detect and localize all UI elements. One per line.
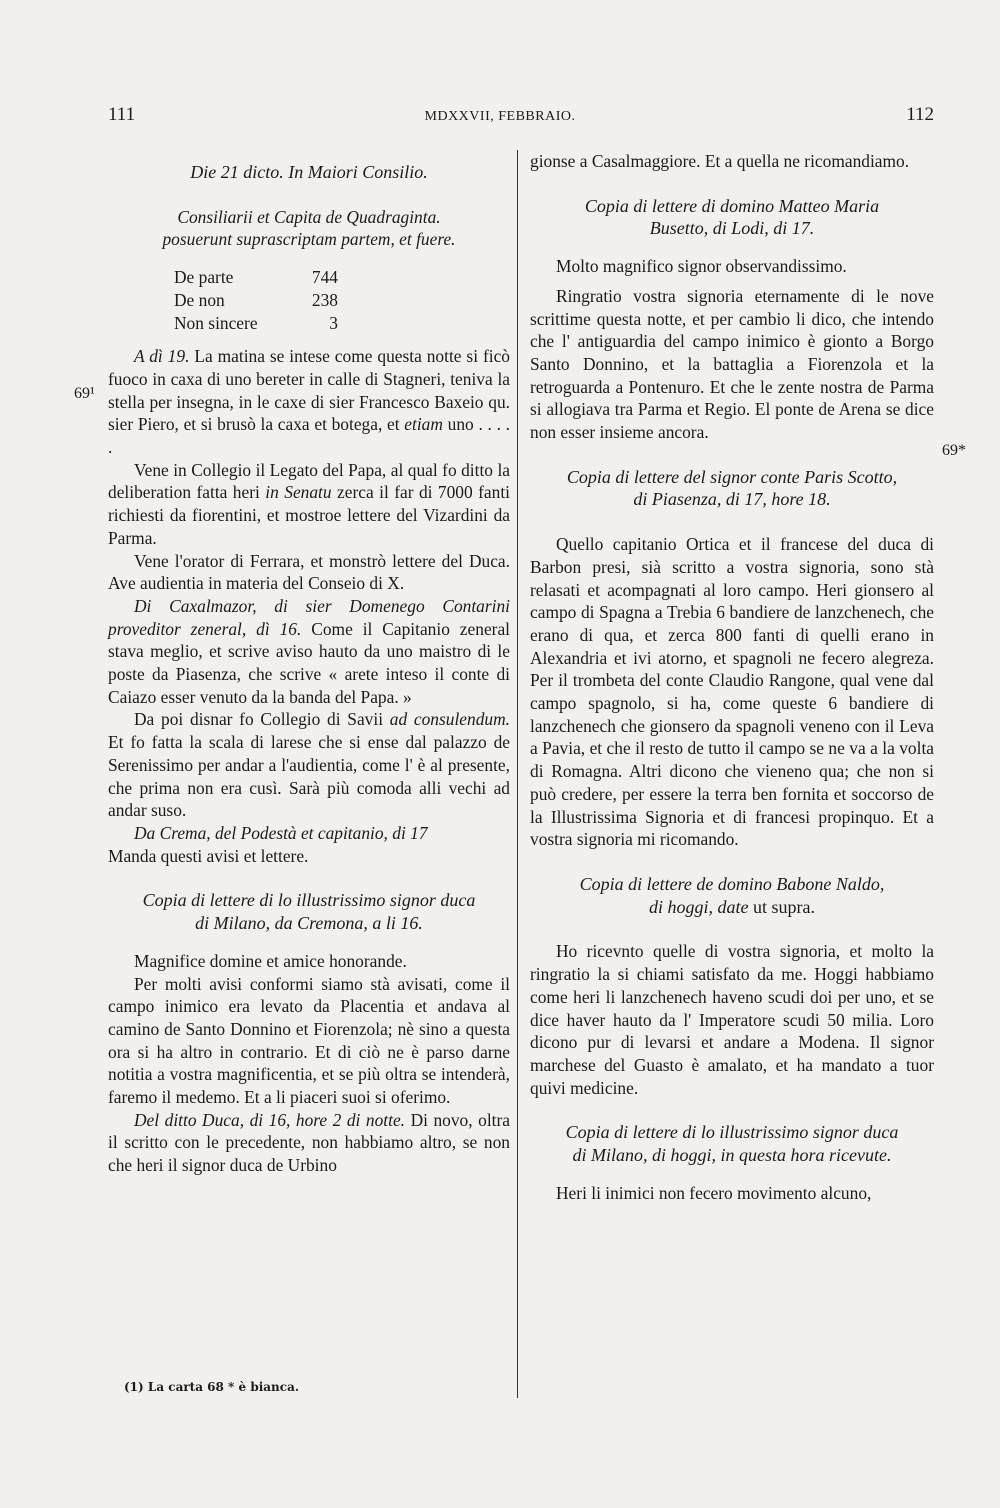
- vote-count: 3: [329, 312, 338, 333]
- heading-line: Copia di lettere di lo illustrissimo signor duca: [142, 890, 476, 911]
- paragraph-duca: [108, 1109, 510, 1177]
- vote-row: [108, 266, 510, 289]
- salutation: Magnifice domine et amice honorande.: [134, 950, 407, 971]
- paragraph-crema: [108, 822, 510, 867]
- heading-line: di Milano, di hoggi, in questa hora ricevute.: [572, 1145, 892, 1166]
- heading-line: ut supra.: [753, 896, 815, 917]
- entry-date: A dì 19.: [134, 346, 190, 367]
- entry-text: etiam: [404, 414, 443, 435]
- letter-heading: Da Crema, del Podestà et capitanio, di 17: [134, 822, 428, 843]
- entry-text: uno . . . . .: [108, 414, 510, 458]
- heading-line: di Milano, da Cremona, a li 16.: [195, 913, 423, 934]
- session-heading: Die 21 dicto. In Maiori Consilio.: [190, 162, 428, 182]
- margin-note-left: 69¹: [74, 385, 95, 402]
- heading-line: di hoggi, date: [649, 896, 749, 917]
- entry-text: Come il Capitanio zeneral stava meglio, et scrive aviso hauto da uno maistro di le poste da Piasenza, che scrive « arete inteso il conte di Caiazo esser venuto da la banda del Papa. »: [108, 618, 511, 707]
- entry-text: Da poi disnar fo Collegio di Savii: [134, 709, 384, 730]
- paragraph-continuation: gionse a Casalmaggiore. Et a quella ne ricomandiamo.: [530, 151, 910, 171]
- entry-text: Et fo fatta la scala di larese che si ense dal palazzo de Serenissimo per andar a l'audientia, come l' è al presente, che prima non era cusì. Sarà più comoda alli vechi ad andar suso.: [108, 732, 510, 821]
- letter-heading: Del ditto Duca, di 16, hore 2 di notte.: [134, 1109, 406, 1130]
- paragraph-legate: [108, 459, 510, 550]
- paragraph-letter-3: Quello capitanio Ortica et il francese del duca di Barbon presi, sià scritto a vostra signoria, sono stà relasati et acompagnati al loro campo. Heri gionsero al campo di Spagna a Trebia 6 bandiere de lanzchenech, che erano di qua, et zerca 800 fanti di quelli erano in Alexandria et ivi atorno, et spagnoli ne fecero alegreza. Per il trombeta del conte Claudio Rangone, qual vene dal campo spagnolo, si ha, come queste 6 bandiere di lanzchenech che gionsero da spagnoli veneno con il Leva a Pavia, et che il resto de tutto il campo se ne va a la volta di Romagna. Altri dicono che vieneno qua; che non si può credere, per essere la terra ben fornita et soccorso de la Illustrissima Signoria et di francesi propinquo. Et a vostra signoria mi ricomando.: [530, 534, 934, 850]
- paragraph-letter-2: Ringratio vostra signoria eternamente di le nove scrittime questa notte, et per cambio li dico, che intendo che l' antiguardia del campo inimico è gionto a Borgo Santo Donnino, et la battaglia a Fiorenzola et la retroguarda a Pontenuro. Et che le zente nostra de Parma si allogiava tra Parma et Regio. El ponte de Arena se dice non esser insieme ancora.: [530, 285, 934, 443]
- heading-line: Copia di lettere di domino Matteo Maria: [584, 195, 880, 216]
- entry-text: Di novo, oltra il scritto con le precedente, non habbiamo altro, se non che heri il signor duca de Urbino: [108, 1109, 510, 1176]
- page-number-left: 111: [108, 104, 136, 125]
- heading-line: Copia di lettere de domino Babone Naldo,: [579, 873, 885, 894]
- running-title: MDXXVII, FEBBRAIO.: [424, 109, 576, 124]
- vote-label: De non: [174, 289, 225, 310]
- paragraph-letter-1: Per molti avisi conformi siamo stà avisati, come il campo inimico era levato da Placentia et andava al camino de Santo Donnino et Fiorenzola; nè sino a questa ora si ha altro in contrario. Et di ciò ne è parso darne notitia a vostra magnificentia, et se più oltra se intenderà, faremo il medemo. Et a li piaceri suoi si oferimo.: [108, 973, 510, 1108]
- vote-label: De parte: [174, 267, 234, 288]
- left-column: [108, 150, 510, 1177]
- vote-count: 238: [311, 289, 338, 310]
- entry-text: ad consulendum.: [389, 709, 510, 730]
- heading-line: Copia di lettere di lo illustrissimo signor duca: [565, 1122, 899, 1143]
- vote-count: 744: [311, 267, 338, 288]
- heading-line: Busetto, di Lodi, di 17.: [649, 218, 815, 239]
- paragraph-letter-4: Ho ricevnto quelle di vostra signoria, et molto la ringratio la si chiami satisfato da me. Hoggi habbiamo come heri li lanzchenech haveno scudi doi per uno, et se dice haver hauto da l' Imperatore scudi 50 milia. Loro dicono pur di levarsi et andare a Modena. Il signor marchese del Guasto è amalato, et ha mandato a tuor quivi medicine.: [530, 941, 934, 1098]
- column-divider: [517, 150, 518, 1398]
- footnote: (1) La carta 68 * è bianca.: [124, 1380, 300, 1394]
- salutation: Molto magnifico signor observandissimo.: [556, 256, 847, 277]
- vote-row: [108, 312, 510, 335]
- entry-text: in Senatu: [265, 482, 332, 503]
- copia-heading-1: [108, 889, 510, 934]
- copia-heading-5: [530, 1121, 934, 1166]
- entry-text: zerca il far di 7000 fanti richiesti da fiorentini, et mostroe lettere del Vizardini da Parma.: [108, 482, 510, 548]
- page-number-right: 112: [906, 104, 934, 125]
- heading-line: Copia di lettere del signor conte Paris Scotto,: [566, 466, 898, 487]
- paragraph-caxalmazor: [108, 595, 510, 709]
- paragraph-ferrara: Vene l'orator di Ferrara, et monstrò lettere del Duca. Ave audientia in materia del Conseio di X.: [108, 550, 510, 594]
- heading-line: di Piasenza, di 17, hore 18.: [633, 489, 831, 510]
- copia-heading-3: [530, 466, 934, 511]
- entry-text: La matina se intese come questa notte si ficò fuoco in caxa di uno bereter in calle di Stagneri, teniva la stella per insegna, in le caxe di sier Francesco Baxeio qu. sier Piero, et si brusò la caxa et botega, et: [108, 346, 510, 435]
- council-line-1: Consiliarii et Capita de Quadraginta.: [177, 206, 441, 227]
- paragraph-letter-5: Heri li inimici non fecero movimento alcuno,: [556, 1182, 872, 1203]
- paragraph-collegio: [108, 708, 510, 822]
- copia-heading-2: [530, 195, 934, 240]
- entry-text: Vene in Collegio il Legato del Papa, al qual fo ditto la deliberation fatta heri: [108, 459, 510, 503]
- right-column: [530, 150, 934, 1204]
- council-line-2: posuerunt suprascriptam partem, et fuere.: [162, 229, 456, 250]
- vote-row: [108, 289, 510, 312]
- entry-text: Manda questi avisi et lettere.: [108, 845, 309, 866]
- vote-label: Non sincere: [174, 312, 258, 333]
- paragraph-fire: [108, 345, 510, 459]
- margin-note-right: 69*: [942, 442, 966, 459]
- letter-heading: Di Caxalmazor, di sier Domenego Contarini proveditor zeneral, dì 16.: [108, 595, 510, 639]
- copia-heading-4: [530, 873, 934, 918]
